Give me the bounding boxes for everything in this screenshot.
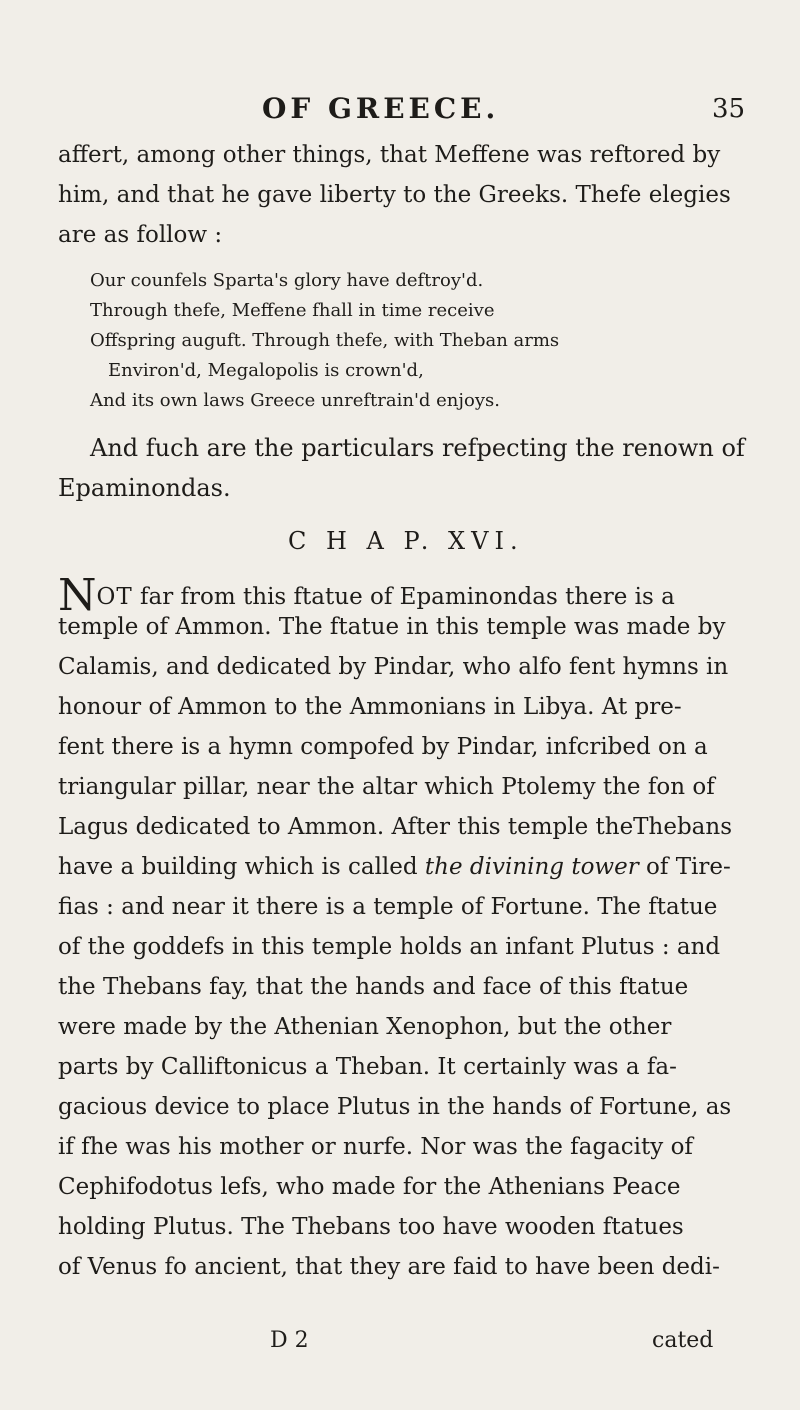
verse-line: Environ'd, Megalopolis is crown'd, (108, 360, 424, 381)
text-line: gacious device to place Plutus in the hands of Fortune, as (58, 1094, 732, 1120)
text-line: parts by Calliftonicus a Theban. It certainly was a fa- (58, 1054, 677, 1080)
italic-phrase: the divining tower (424, 854, 639, 880)
verse-line: Offspring auguft. Through thefe, with Theban arms (90, 330, 560, 351)
page-footer (0, 1328, 800, 1368)
text-line: of the goddefs in this temple holds an infant Plutus : and (58, 934, 721, 960)
text-line: are as follow : (58, 222, 223, 248)
drop-capital: N (58, 570, 97, 621)
text-line: fent there is a hymn compofed by Pindar, infcribed on a (58, 734, 708, 760)
running-title: OF GREECE. (262, 92, 500, 125)
text-line: him, and that he gave liberty to the Greeks. Thefe elegies (58, 182, 731, 208)
text-line: if fhe was his mother or nurfe. Nor was the fagacity of (58, 1134, 693, 1160)
text-line (58, 570, 675, 621)
small-caps-word: OT (96, 584, 133, 610)
text-line: Cephifodotus lefs, who made for the Athenians Peace (58, 1174, 681, 1200)
text-line: triangular pillar, near the altar which Ptolemy the fon of (58, 774, 715, 800)
chapter-title: C H A P. XVI. (288, 527, 524, 555)
verse-line: Through thefe, Meffene fhall in time receive (90, 300, 495, 321)
text-line: honour of Ammon to the Ammonians in Libya. At pre- (58, 694, 682, 720)
text-line: were made by the Athenian Xenophon, but the other (58, 1014, 672, 1040)
text-line (58, 854, 731, 880)
text-line: affert, among other things, that Meffene was reftored by (58, 142, 721, 168)
text-line: And fuch are the particulars refpecting the renown of (90, 434, 745, 462)
catchword: cated (652, 1328, 714, 1353)
text-line: the Thebans fay, that the hands and face of this ftatue (58, 974, 689, 1000)
text-run: far from this ftatue of Epaminondas there is a (132, 584, 675, 610)
signature-mark: D 2 (270, 1328, 309, 1353)
chapter-heading (0, 527, 800, 559)
text-line: fias : and near it there is a temple of Fortune. The ftatue (58, 894, 718, 920)
text-line: Lagus dedicated to Ammon. After this temple theThebans (58, 814, 732, 840)
text-line: temple of Ammon. The ftatue in this temple was made by (58, 614, 726, 640)
verse-line: And its own laws Greece unreftrain'd enjoys. (90, 390, 500, 411)
text-line: holding Plutus. The Thebans too have wooden ftatues (58, 1214, 684, 1240)
text-run: of Tire- (638, 854, 731, 880)
running-header (0, 92, 800, 132)
text-line: Calamis, and dedicated by Pindar, who alfo fent hymns in (58, 654, 729, 680)
text-line: of Venus fo ancient, that they are faid to have been dedi- (58, 1254, 720, 1280)
text-line: Epaminondas. (58, 474, 231, 502)
verse-line: Our counfels Sparta's glory have deftroy'd. (90, 270, 484, 291)
page-number: 35 (712, 94, 746, 124)
text-run: have a building which is called (58, 854, 425, 880)
